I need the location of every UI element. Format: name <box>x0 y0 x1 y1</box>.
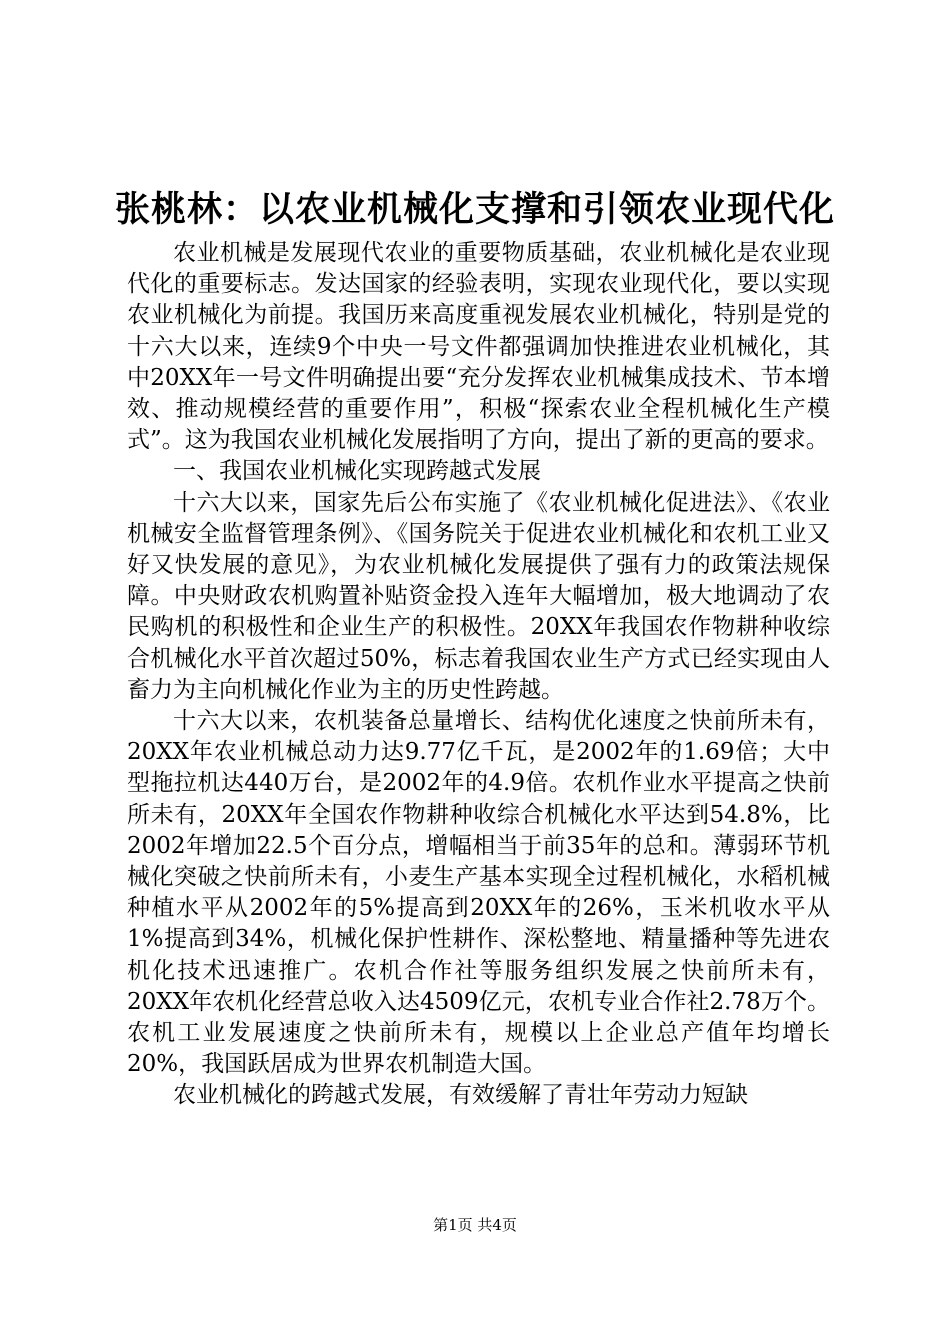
paragraph-statistics: 十六大以来，农机装备总量增长、结构优化速度之快前所未有，20XX年农业机械总动力达9.77亿千瓦，是2002年的1.69倍；大中型拖拉机达440万台，是2002年的4.9倍。农机作业水平提高之快前所未有，20XX年全国农作物耕种收综合机械化水平达到54.8%，比2002年增加22.5个百分点，增幅相当于前35年的总和。薄弱环节机械化突破之快前所未有，小麦生产基本实现全过程机械化，水稻机械种植水平从2002年的5%提高到20XX年的26%，玉米机收水平从1%提高到34%，机械化保护性耕作、深松整地、精量播种等先进农机化技术迅速推广。农机合作社等服务组织发展之快前所未有，20XX年农机化经营总收入达4509亿元，农机专业合作社2.78万个。农机工业发展速度之快前所未有，规模以上企业总产值年均增长20%，我国跃居成为世界农机制造大国。 <box>127 708 830 1078</box>
paragraph-intro: 农业机械是发展现代农业的重要物质基础，农业机械化是农业现代化的重要标志。发达国家的经验表明，实现农业现代化，要以实现农业机械化为前提。我国历来高度重视发展农业机械化，特别是党的十六大以来，连续9个中央一号文件都强调加快推进农业机械化，其中20XX年一号文件明确提出要“充分发挥农业机械集成技术、节本增效、推动规模经营的重要作用”，积极“探索农业全程机械化生产模式”。这为我国农业机械化发展指明了方向，提出了新的更高的要求。 <box>127 240 830 454</box>
document-title: 张桃林：以农业机械化支撑和引领农业现代化 <box>114 190 835 230</box>
document-body <box>127 238 830 1112</box>
paragraph-continued: 农业机械化的跨越式发展，有效缓解了青壮年劳动力短缺 <box>173 1082 748 1109</box>
section-heading: 一、我国农业机械化实现跨越式发展 <box>173 458 541 485</box>
page-number-footer: 第1页 共4页 <box>433 1216 517 1234</box>
paragraph-policy: 十六大以来，国家先后公布实施了《农业机械化促进法》、《农业机械安全监督管理条例》、《国务院关于促进农业机械化和农机工业又好又快发展的意见》，为农业机械化发展提供了强有力的政策法规保障。中央财政农机购置补贴资金投入连年大幅增加，极大地调动了农民购机的积极性和企业生产的积极性。20XX年我国农作物耕种收综合机械化水平首次超过50%，标志着我国农业生产方式已经实现由人畜力为主向机械化作业为主的历史性跨越。 <box>127 489 830 703</box>
